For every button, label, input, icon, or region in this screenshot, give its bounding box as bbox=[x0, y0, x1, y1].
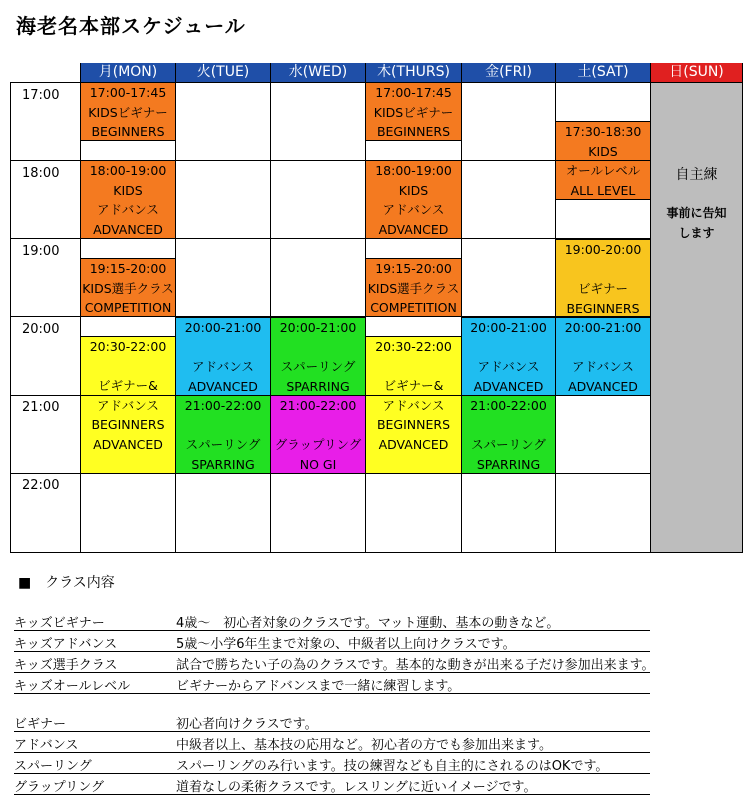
class-line: オールレベル bbox=[565, 163, 641, 178]
class-line: COMPETITION bbox=[84, 300, 172, 315]
class-line: ADVANCED bbox=[188, 378, 258, 394]
sunday-main-text: 自主練 bbox=[675, 167, 718, 183]
grid-line bbox=[10, 552, 743, 553]
class-line: アドバンス bbox=[572, 359, 634, 374]
class-block-fri-1 bbox=[461, 317, 556, 396]
class-line: SPARRING bbox=[476, 456, 541, 472]
day-label: 日(SUN) bbox=[669, 64, 724, 80]
day-header-thu bbox=[365, 63, 461, 82]
class-line: アドバンス bbox=[97, 202, 159, 217]
time-label: 22:00 bbox=[22, 478, 60, 493]
class-line: KIDSビギナー bbox=[373, 104, 454, 120]
class-line: ビギナー& bbox=[383, 378, 444, 393]
grid-line bbox=[365, 82, 366, 553]
class-line: スパーリング bbox=[185, 437, 261, 452]
class-block-thu-4 bbox=[365, 336, 462, 474]
class-line: 17:00-17:45 bbox=[375, 85, 452, 100]
class-line: 19:15-20:00 bbox=[375, 261, 452, 276]
description-text: 5歳～小学6年生まで対象の、中級者以上向けクラスです。 bbox=[176, 637, 516, 652]
time-label: 17:00 bbox=[22, 88, 60, 103]
day-header-tue bbox=[175, 63, 270, 82]
class-block-fri-2 bbox=[461, 395, 556, 474]
class-line: KIDSビギナー bbox=[88, 104, 168, 120]
class-line: アドバンス bbox=[477, 359, 540, 374]
class-line: 21:00-22:00 bbox=[279, 398, 357, 413]
grid-line bbox=[270, 82, 271, 553]
description-term: キッズビギナー bbox=[14, 616, 105, 631]
class-block-thu-1 bbox=[365, 82, 462, 141]
time-label: 18:00 bbox=[22, 166, 60, 181]
class-block-sat-3 bbox=[555, 317, 651, 396]
class-line bbox=[462, 338, 555, 358]
time-label: 21:00 bbox=[22, 400, 60, 415]
section-title: ■ クラス内容 bbox=[18, 575, 115, 591]
day-header-sat bbox=[555, 63, 650, 82]
class-line: 17:30-18:30 bbox=[564, 124, 642, 139]
class-block-mon-2 bbox=[80, 160, 176, 239]
class-block-mon-4 bbox=[80, 336, 176, 474]
description-text: 中級者以上、基本技の応用など。初心者の方でも参加出来ます。 bbox=[176, 738, 552, 753]
day-label: 土(SAT) bbox=[577, 64, 629, 80]
class-line: 20:00-21:00 bbox=[279, 320, 357, 335]
class-line: ADVANCED bbox=[93, 436, 163, 452]
class-line bbox=[366, 357, 461, 377]
class-line: NO GI bbox=[299, 456, 337, 472]
class-line: 18:00-19:00 bbox=[89, 163, 167, 178]
grid-line bbox=[10, 395, 650, 396]
time-label: 20:00 bbox=[22, 322, 60, 337]
description-row bbox=[14, 633, 650, 652]
sunday-sub-text-2: します bbox=[678, 226, 715, 240]
class-block-mon-1 bbox=[80, 82, 176, 141]
class-line bbox=[462, 416, 555, 436]
day-label: 水(WED) bbox=[288, 64, 348, 80]
class-line: ADVANCED bbox=[473, 378, 544, 394]
class-line bbox=[271, 416, 365, 436]
class-line: 21:00-22:00 bbox=[470, 398, 547, 413]
class-line: アドバンス bbox=[382, 202, 445, 217]
grid-line bbox=[10, 473, 650, 474]
grid-line bbox=[10, 316, 650, 317]
class-line: ADVANCED bbox=[93, 221, 163, 237]
grid-line bbox=[650, 82, 651, 553]
class-block-thu-3 bbox=[365, 258, 462, 317]
description-row bbox=[14, 776, 650, 795]
time-label: 19:00 bbox=[22, 244, 60, 259]
class-line: 19:15-20:00 bbox=[89, 261, 167, 276]
class-line: BEGINNERS bbox=[376, 417, 451, 432]
class-line bbox=[81, 357, 175, 377]
grid-line bbox=[80, 82, 81, 553]
class-block-sat-2 bbox=[555, 239, 651, 318]
description-row bbox=[14, 713, 650, 732]
class-line: ADVANCED bbox=[568, 378, 638, 394]
description-term: キッズ選手クラス bbox=[14, 658, 118, 673]
class-line: 18:00-19:00 bbox=[375, 163, 452, 178]
grid-line bbox=[742, 82, 743, 553]
class-line: アドバンス bbox=[382, 397, 445, 413]
class-line: KIDS bbox=[398, 182, 429, 198]
class-line: ビギナー bbox=[577, 281, 628, 296]
description-term: キッズオールレベル bbox=[14, 679, 131, 694]
day-label: 金(FRI) bbox=[485, 64, 532, 80]
class-block-thu-2 bbox=[365, 160, 462, 239]
description-row bbox=[14, 612, 650, 631]
class-line: 20:30-22:00 bbox=[375, 339, 452, 354]
class-line: BEGINNERS bbox=[91, 124, 165, 139]
day-header-sun bbox=[650, 63, 743, 82]
description-term: アドバンス bbox=[14, 738, 79, 753]
class-line bbox=[271, 338, 365, 358]
class-block-tue-2 bbox=[175, 395, 271, 474]
class-block-wed-2 bbox=[270, 395, 366, 474]
class-line bbox=[556, 338, 650, 358]
page-title: 海老名本部スケジュール bbox=[16, 14, 246, 38]
class-line: 20:00-21:00 bbox=[184, 320, 262, 335]
class-line: KIDS bbox=[113, 182, 143, 198]
class-line: ALL LEVEL bbox=[570, 182, 636, 198]
grid-line bbox=[175, 82, 176, 553]
class-line: 19:00-20:00 bbox=[564, 242, 642, 257]
schedule-grid bbox=[10, 63, 743, 553]
description-term: ビギナー bbox=[14, 717, 67, 732]
description-text: ビギナーからアドバンスまで一緒に練習します。 bbox=[176, 679, 461, 694]
class-line: アドバンス bbox=[192, 359, 254, 374]
class-line: ビギナー& bbox=[98, 378, 158, 393]
class-line: 20:00-21:00 bbox=[470, 320, 547, 335]
day-label: 月(MON) bbox=[98, 64, 158, 80]
grid-line bbox=[10, 238, 650, 239]
class-line: KIDS選手クラス bbox=[82, 280, 174, 296]
class-block-mon-3 bbox=[80, 258, 176, 317]
class-line: スパーリング bbox=[471, 437, 546, 452]
sunday-sub-text-1: 事前に告知 bbox=[666, 206, 727, 220]
grid-line bbox=[10, 82, 743, 83]
sunday-column bbox=[650, 82, 743, 553]
class-line: ADVANCED bbox=[378, 436, 449, 452]
class-block-wed-1 bbox=[270, 317, 366, 396]
description-term: スパーリング bbox=[14, 759, 92, 774]
class-line: KIDS選手クラス bbox=[367, 280, 460, 296]
description-text: 初心者向けクラスです。 bbox=[176, 717, 318, 732]
class-block-tue-1 bbox=[175, 317, 271, 396]
description-row bbox=[14, 654, 655, 673]
class-line bbox=[556, 260, 650, 280]
description-text: スパーリングのみ行います。技の練習なども自主的にされるのはOKです。 bbox=[176, 759, 609, 774]
description-term: グラップリング bbox=[14, 780, 104, 795]
class-line: スパーリング bbox=[280, 359, 356, 374]
class-line bbox=[176, 338, 270, 358]
class-line: BEGINNERS bbox=[91, 417, 165, 432]
class-line: ADVANCED bbox=[378, 221, 449, 237]
description-text: 4歳～ 初心者対象のクラスです。マット運動、基本の動きなど。 bbox=[176, 616, 560, 631]
class-line: 21:00-22:00 bbox=[184, 398, 262, 413]
class-line: COMPETITION bbox=[370, 300, 457, 315]
class-line: BEGINNERS bbox=[566, 300, 640, 316]
description-term: キッズアドバンス bbox=[14, 637, 118, 652]
class-line: アドバンス bbox=[97, 397, 159, 413]
grid-line bbox=[10, 82, 11, 553]
class-line: グラップリング bbox=[274, 437, 362, 452]
description-text: 試合で勝ちたい子の為のクラスです。基本的な動きが出来る子だけ参加出来ます。 bbox=[176, 658, 655, 673]
class-line: SPARRING bbox=[286, 378, 350, 394]
day-header-wed bbox=[270, 63, 365, 82]
grid-line bbox=[461, 82, 462, 553]
class-line: KIDS bbox=[588, 143, 618, 159]
description-row bbox=[14, 734, 650, 753]
description-text: 道着なしの柔術クラスです。レスリングに近いイメージです。 bbox=[176, 780, 537, 795]
class-line: 20:00-21:00 bbox=[564, 320, 642, 335]
grid-line bbox=[10, 160, 650, 161]
day-header-fri bbox=[461, 63, 555, 82]
day-header-mon bbox=[80, 63, 175, 82]
class-line: 20:30-22:00 bbox=[89, 339, 167, 354]
description-row bbox=[14, 675, 650, 694]
class-line: 17:00-17:45 bbox=[89, 85, 167, 100]
class-line: BEGINNERS bbox=[376, 124, 451, 139]
day-label: 火(TUE) bbox=[196, 64, 250, 80]
class-line: SPARRING bbox=[191, 456, 255, 472]
description-row bbox=[14, 755, 650, 774]
grid-line bbox=[555, 82, 556, 553]
day-label: 木(THURS) bbox=[377, 64, 450, 80]
class-line bbox=[176, 416, 270, 436]
